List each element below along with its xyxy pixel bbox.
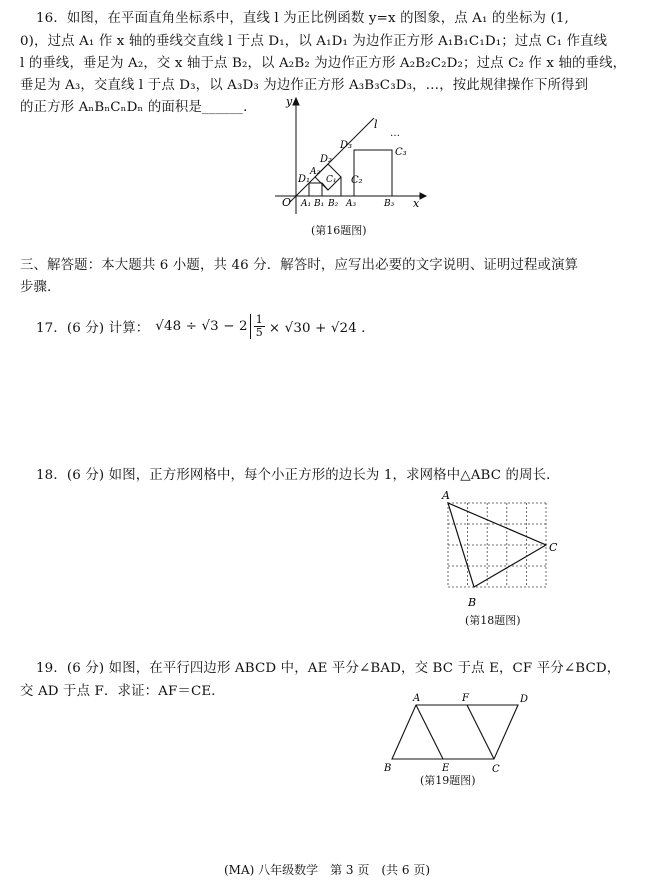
q19-label-A: A (413, 693, 421, 704)
q17-frac-num: 1 (255, 313, 263, 326)
parallelogram-abcd (392, 705, 518, 759)
q19-figure (378, 690, 538, 776)
q18-caption: (第18题图) (465, 614, 521, 627)
segment-cf (467, 705, 494, 759)
q18-label-B: B (468, 596, 477, 609)
label-B2: B₂ (328, 199, 339, 209)
label-D3: D₃ (340, 140, 353, 151)
label-y: y (286, 95, 293, 108)
label-C1: C₁ (326, 175, 337, 185)
q16-caption: (第16题图) (311, 224, 367, 237)
q18-label-A: A (442, 489, 450, 502)
label-O: O (282, 196, 292, 209)
q18-label-C: C (549, 541, 558, 554)
q16-line-5: 的正方形 AₙBₙCₙDₙ 的面积是______． (20, 100, 257, 115)
q18-line-1: 18．(6 分) 如图，正方形网格中，每个小正方形的边长为 1，求网格中△ABC 的周长． (36, 468, 560, 483)
page-footer: (MA) 八年级数学 第 3 页 (共 6 页) (223, 863, 431, 877)
q16-line-1: 16．如图，在平面直角坐标系中，直线 l 为正比例函数 y=x 的图象，点 A₁ 的坐标为 (1, (36, 11, 569, 26)
q19-label-D: D (520, 694, 529, 705)
q19-caption: (第19题图) (420, 774, 476, 787)
q18-grid (448, 503, 546, 587)
q16-line-3: l 的垂线，垂足为 A₂，交 x 轴于点 B₂，以 A₂B₂ 为边作正方形 A₂B₂C₂D₂；过点 C₂ 作 x 轴的垂线， (20, 56, 627, 71)
q19-label-B: B (384, 763, 392, 774)
label-dots: … (390, 128, 400, 139)
label-D1: D₁ (298, 174, 311, 185)
q17-prefix: 17．(6 分) 计算： (36, 321, 150, 336)
q17-expr-part2: × √30 + √24 ． (268, 321, 375, 336)
q16-line-2: 0)，过点 A₁ 作 x 轴的垂线交直线 l 于点 D₁，以 A₁D₁ 为边作正方形 A₁B₁C₁D₁；过点 C₁ 作直线 (20, 34, 608, 49)
square-3 (354, 150, 392, 196)
section3-line-2: 步骤． (20, 280, 61, 295)
label-A1: A₁ (301, 199, 312, 209)
q16-line-4: 垂足为 A₃，交直线 l 于点 D₃，以 A₃D₃ 为边作正方形 A₃B₃C₃D₃，…，按此规律操作下所得到 (20, 78, 589, 93)
segment-ae (416, 705, 443, 759)
q16-figure (260, 92, 430, 220)
q17-expr-part1: √48 ÷ √3 − 2 (155, 319, 248, 334)
x-axis-arrow (420, 193, 426, 199)
q19-label-C: C (492, 764, 500, 775)
label-C3: C₃ (395, 147, 407, 158)
label-D2: D₂ (320, 154, 333, 165)
q17-frac-den: 5 (255, 326, 263, 339)
q19-label-F: F (462, 693, 469, 704)
section3-line-1: 三、解答题：本大题共 6 小题，共 46 分．解答时，应写出必要的文字说明、证明过程或演算 (20, 258, 579, 273)
q19-line-2: 交 AD 于点 F．求证：AF＝CE． (20, 684, 225, 699)
label-l: l (374, 118, 378, 131)
label-A2: A₂ (310, 167, 321, 177)
q19-label-E: E (442, 763, 450, 774)
label-B1: B₁ (314, 199, 325, 209)
label-x: x (413, 197, 420, 210)
square-1 (309, 183, 322, 196)
label-B3: B₃ (384, 199, 395, 209)
label-C2: C₂ (351, 175, 363, 186)
y-axis-arrow (293, 98, 299, 105)
label-A3: A₃ (346, 199, 357, 209)
q17-line (36, 314, 375, 339)
q19-line-1: 19．(6 分) 如图，在平行四边形 ABCD 中，AE 平分∠BAD，交 BC 于点 E，CF 平分∠BCD， (36, 661, 621, 676)
q17-fraction (250, 314, 265, 339)
q18-figure (438, 488, 568, 616)
